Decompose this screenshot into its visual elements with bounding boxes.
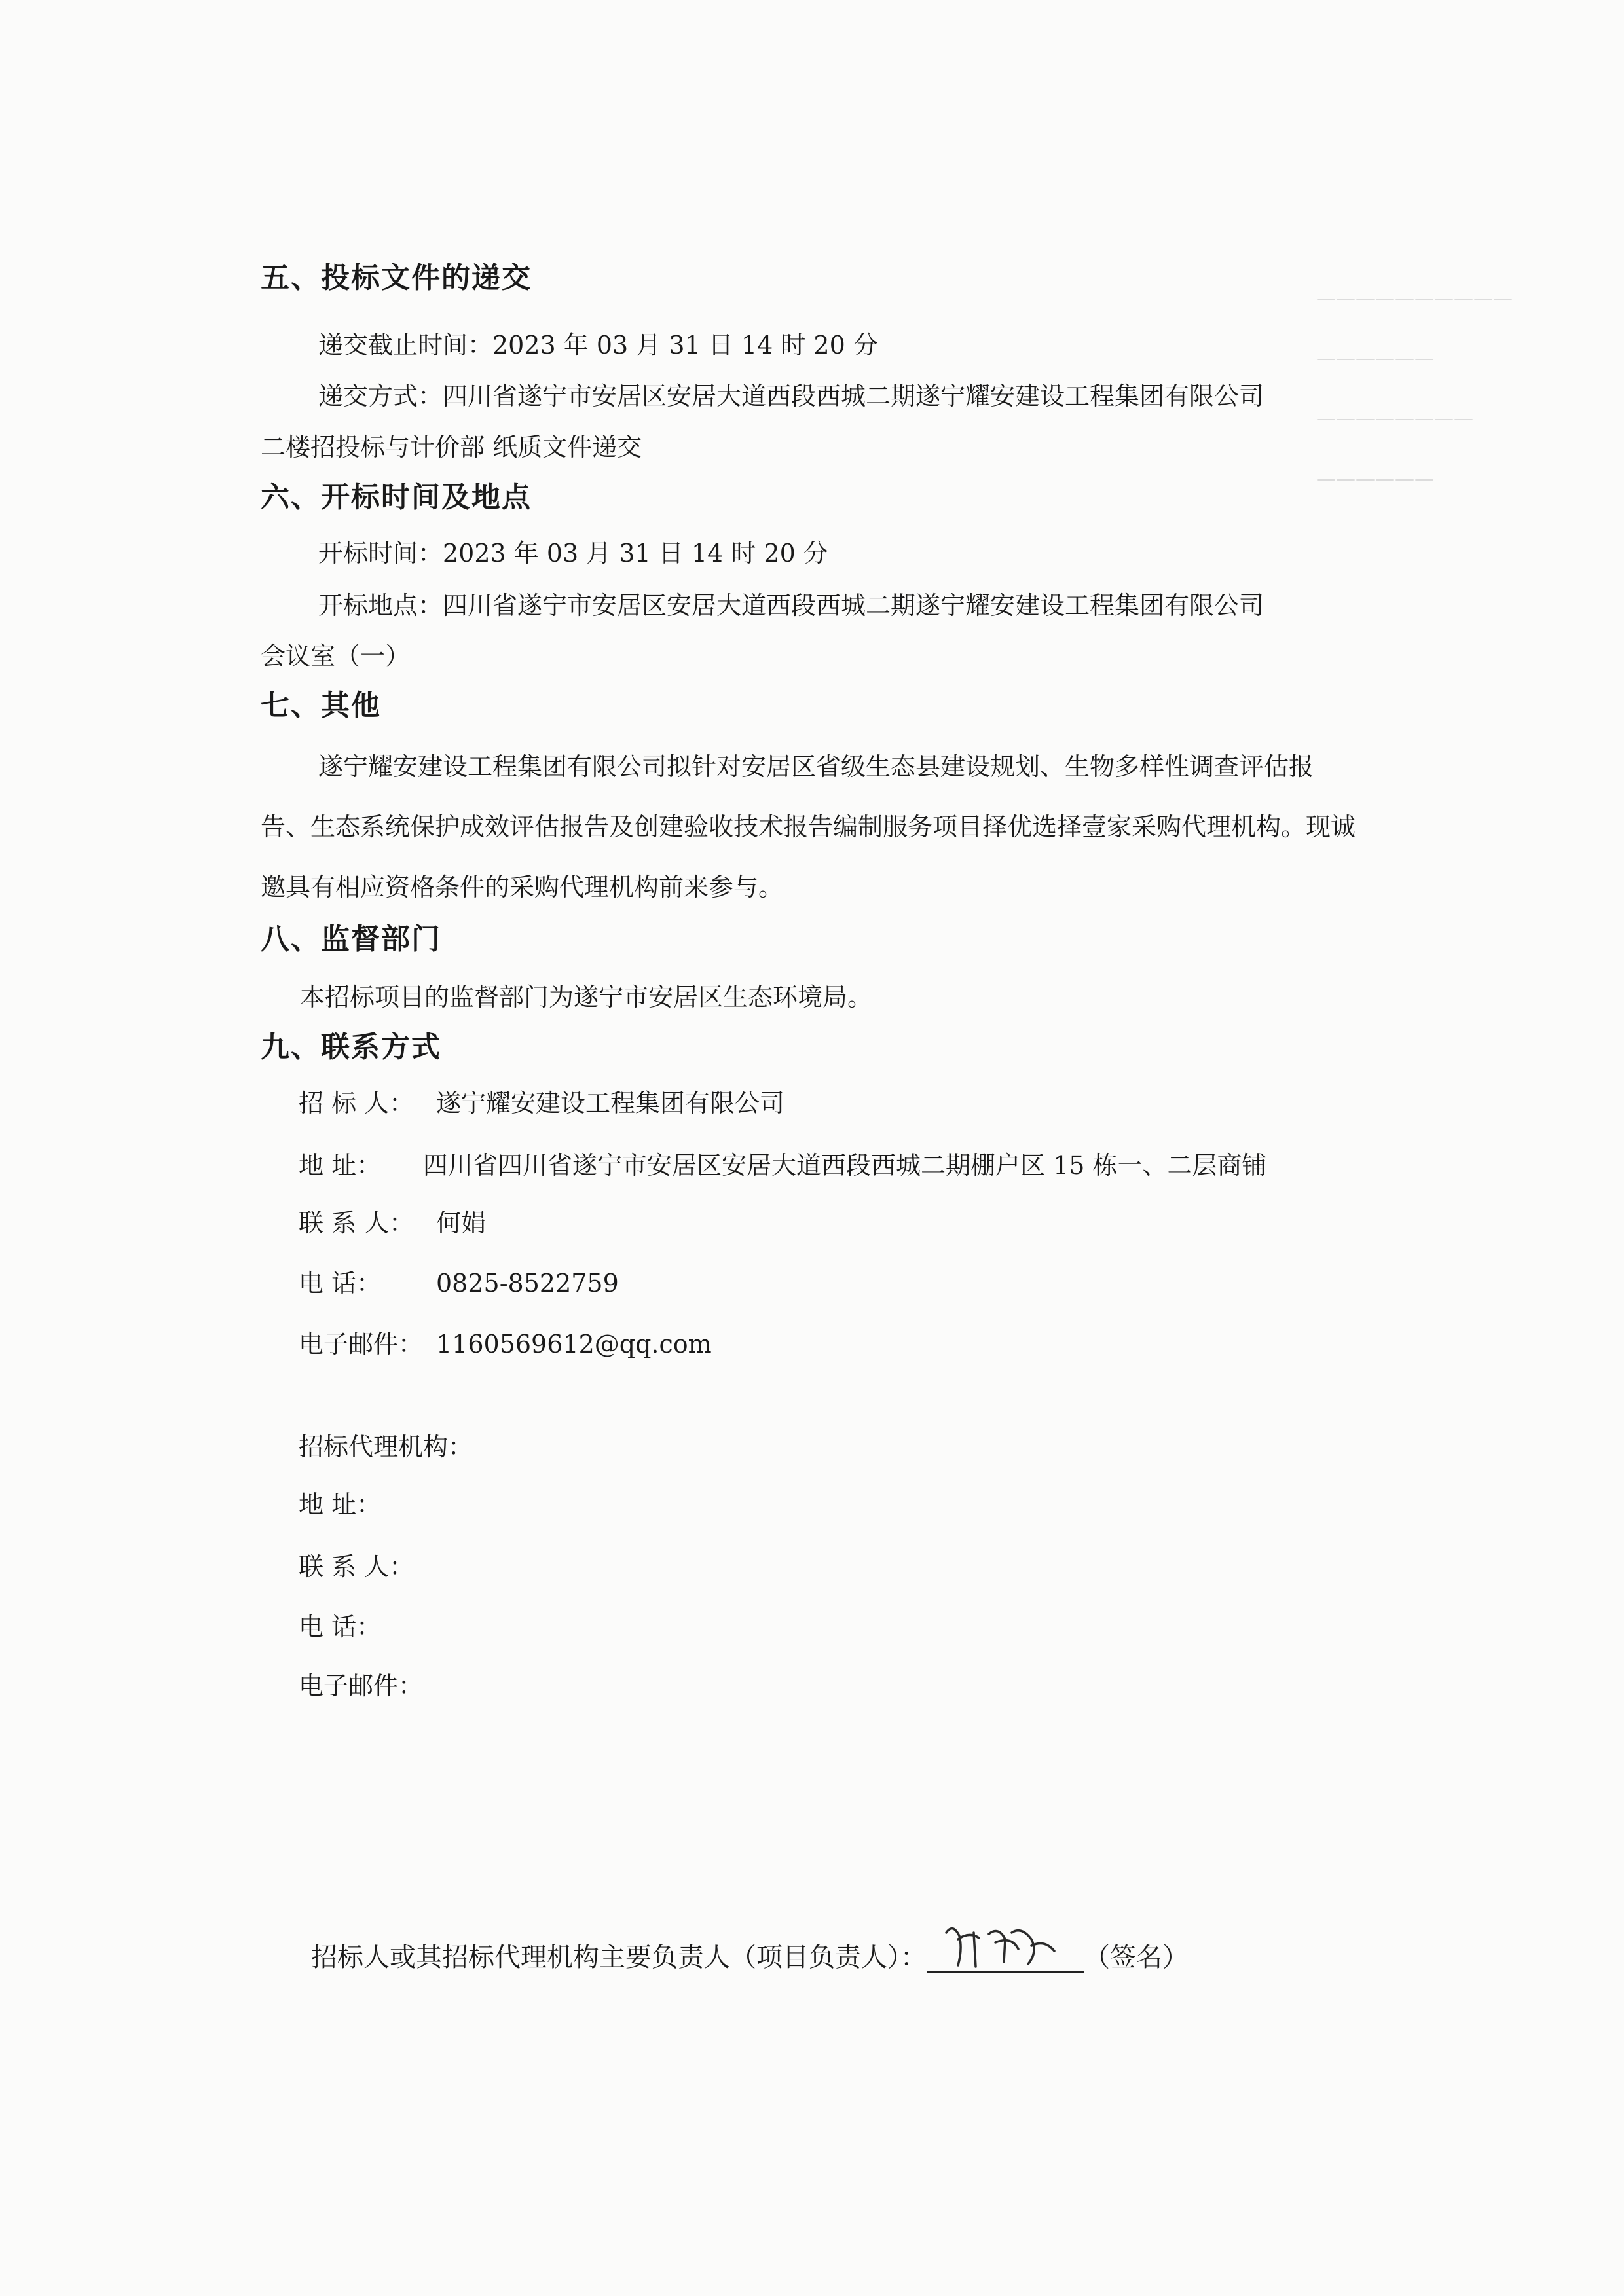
contact-person-row	[299, 1203, 486, 1243]
section6-time: 开标时间：2023 年 03 月 31 日 14 时 20 分	[318, 539, 828, 568]
section7-text: 遂宁耀安建设工程集团有限公司拟针对安居区省级生态县建设规划、生物多样性调查评估报告、生态系统保护成效评估报告及创建验收技术报告编制服务项目择优选择壹家采购代理机构。现诚邀具有相应资格条件的采购代理机构前来参与。	[261, 752, 1356, 902]
agency-address-row	[299, 1485, 436, 1524]
agency-email-row	[299, 1666, 436, 1705]
section6-place-line2: 会议室（一）	[261, 642, 411, 670]
contact-value: 1160569612@qq.com	[436, 1330, 712, 1358]
bleed-through-text: —————————— —————— ———————— ——————	[1316, 287, 1513, 490]
contact-label: 联 系 人：	[299, 1209, 415, 1237]
section5-deadline: 递交截止时间：2023 年 03 月 31 日 14 时 20 分	[318, 331, 878, 359]
agency-phone-row	[299, 1607, 436, 1647]
section6-heading: 六、开标时间及地点	[261, 481, 532, 514]
section8-heading: 八、监督部门	[261, 922, 441, 956]
email-row	[299, 1324, 712, 1364]
contact-label: 电子邮件：	[299, 1671, 424, 1700]
signature-line	[311, 1938, 1189, 1977]
section8-text: 本招标项目的监督部门为遂宁市安居区生态环境局。	[300, 983, 873, 1011]
contact-value: 0825-8522759	[436, 1269, 619, 1298]
contact-label: 地 址：	[299, 1151, 382, 1180]
contact-label: 招 标 人：	[299, 1089, 415, 1118]
signature-prefix: 招标人或其招标代理机构主要负责人（项目负责人）：	[311, 1942, 927, 1973]
contact-label: 地 址：	[299, 1490, 382, 1519]
contact-label: 联 系 人：	[299, 1552, 415, 1581]
contact-label: 电 话：	[299, 1613, 382, 1641]
contact-label: 电子邮件：	[299, 1330, 424, 1358]
section7-heading: 七、其他	[261, 689, 381, 722]
address-row	[299, 1146, 1267, 1185]
signature-field	[927, 1938, 1084, 1973]
contact-value: 四川省四川省遂宁市安居区安居大道西段西城二期棚户区 15 栋一、二层商铺	[423, 1151, 1267, 1180]
section5-method-line2: 二楼招投标与计价部 纸质文件递交	[261, 433, 642, 462]
contact-value: 何娟	[436, 1209, 487, 1237]
agency-title: 招标代理机构：	[299, 1432, 473, 1461]
contact-value: 遂宁耀安建设工程集团有限公司	[436, 1089, 785, 1118]
section5-heading: 五、投标文件的递交	[261, 261, 532, 295]
section7-paragraph	[261, 737, 1361, 917]
agency-contact-row	[299, 1547, 436, 1586]
section6-place-line1: 开标地点：四川省遂宁市安居区安居大道西段西城二期遂宁耀安建设工程集团有限公司	[318, 591, 1264, 620]
tenderer-row	[299, 1084, 784, 1123]
contact-label: 电 话：	[299, 1269, 382, 1298]
section9-heading: 九、联系方式	[261, 1030, 441, 1064]
signature-suffix: （签名）	[1084, 1942, 1189, 1973]
phone-row	[299, 1264, 619, 1303]
section5-method-line1: 递交方式：四川省遂宁市安居区安居大道西段西城二期遂宁耀安建设工程集团有限公司	[318, 382, 1264, 410]
handwritten-signature	[940, 1920, 1071, 1972]
